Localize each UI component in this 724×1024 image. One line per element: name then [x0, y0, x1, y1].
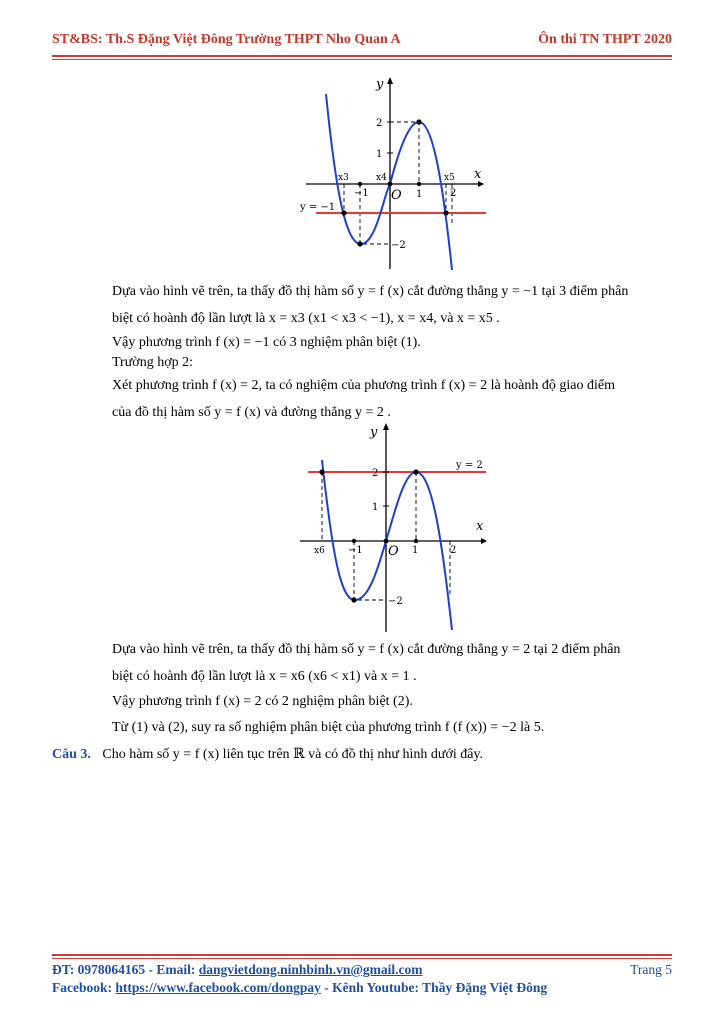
- y-label-1-2: 1: [372, 502, 379, 513]
- header-rule-thick: [52, 55, 672, 57]
- question-label: Câu 3.: [52, 747, 91, 762]
- footer-phone: ĐT: 0978064165 - Email:: [52, 962, 199, 977]
- para1-line3: Vậy phương trình f (x) = −1 có 3 nghiệm phân biệt (1).: [112, 335, 421, 350]
- y-axis-label: y: [376, 77, 384, 92]
- origin-label: O: [391, 188, 402, 203]
- footer-rule-thin: [52, 958, 672, 959]
- paragraph-1: [112, 278, 674, 426]
- footer-line-1: [52, 962, 672, 978]
- footer-youtube: - Kênh Youtube: Thầy Đặng Việt Đông: [320, 980, 548, 995]
- line-label-2: y = 2: [456, 460, 483, 471]
- para2-line1: Dựa vào hình vẽ trên, ta thấy đồ thị hàm số y = f (x) cắt đường thẳng y = 2 tại 2 điểm phân: [112, 642, 621, 657]
- question-text: Cho hàm số y = f (x) liên tục trên ℝ và có đồ thị như hình dưới đây.: [102, 747, 484, 762]
- para2-line4: Từ (1) và (2), suy ra số nghiệm phân biệt của phương trình f (f (x)) = −2 là 5.: [112, 720, 545, 735]
- graph-2: [296, 420, 492, 640]
- graph-1: [298, 74, 488, 274]
- x-axis-label: x: [474, 167, 482, 182]
- x-label-2-2: 2: [450, 545, 457, 556]
- y-label-minus2-2: −2: [388, 596, 403, 607]
- x-label-1-2: 1: [412, 545, 419, 556]
- footer-facebook-link[interactable]: https://www.facebook.com/dongpay: [115, 980, 321, 995]
- footer-line-2: [52, 980, 672, 996]
- header-right: Ôn thi TN THPT 2020: [538, 32, 672, 47]
- line-label: y = −1: [300, 202, 336, 213]
- para1-line4: Trường hợp 2:: [112, 355, 194, 370]
- header-rule-thin: [52, 59, 672, 60]
- x-label-2: 2: [450, 188, 457, 199]
- page-number: Trang 5: [630, 962, 672, 977]
- x-label-x5: x5: [444, 173, 455, 183]
- x-label-1: 1: [416, 189, 423, 200]
- para2-line3: Vậy phương trình f (x) = 2 có 2 nghiệm phân biệt (2).: [112, 694, 413, 709]
- x-label-x3: x3: [338, 173, 349, 183]
- header-left: ST&BS: Th.S Đặng Việt Đông Trường THPT Nho Quan A: [52, 32, 401, 47]
- x-label-minus1: −1: [354, 188, 369, 199]
- x-label-x4: x4: [376, 173, 387, 183]
- paragraph-2: [112, 636, 674, 741]
- question-3: [52, 741, 672, 768]
- curve-f-2: [322, 460, 452, 630]
- para2-line2: biệt có hoành độ lần lượt là x = x6 (x6 < x1) và x = 1 .: [112, 669, 417, 684]
- para1-line6: của đồ thị hàm số y = f (x) và đường thẳng y = 2 .: [112, 405, 391, 420]
- y-label-minus2: −2: [391, 240, 406, 251]
- page-header: [52, 32, 672, 56]
- x-label-x6: x6: [314, 546, 325, 556]
- para1-line2: biệt có hoành độ lần lượt là x = x3 (x1 < x3 < −1), x = x4, và x = x5 .: [112, 311, 500, 326]
- origin-label-2: O: [388, 544, 399, 559]
- para1-line1: Dựa vào hình vẽ trên, ta thấy đồ thị hàm số y = f (x) cắt đường thẳng y = −1 tại 3 điểm phân: [112, 284, 629, 299]
- footer-rule-thick: [52, 954, 672, 956]
- y-label-2-2: 2: [372, 468, 379, 479]
- y-label-1: 1: [376, 149, 383, 160]
- x-label-minus1-2: −1: [348, 545, 363, 556]
- footer-fb-label: Facebook:: [52, 980, 116, 995]
- y-label-2: 2: [376, 118, 383, 129]
- y-axis-label-2: y: [370, 425, 378, 440]
- footer-email-link[interactable]: dangvietdong.ninhbinh.vn@gmail.com: [198, 962, 423, 977]
- x-axis-label-2: x: [476, 519, 484, 534]
- para1-line5: Xét phương trình f (x) = 2, ta có nghiệm của phương trình f (x) = 2 là hoành độ giao điểm: [112, 378, 615, 393]
